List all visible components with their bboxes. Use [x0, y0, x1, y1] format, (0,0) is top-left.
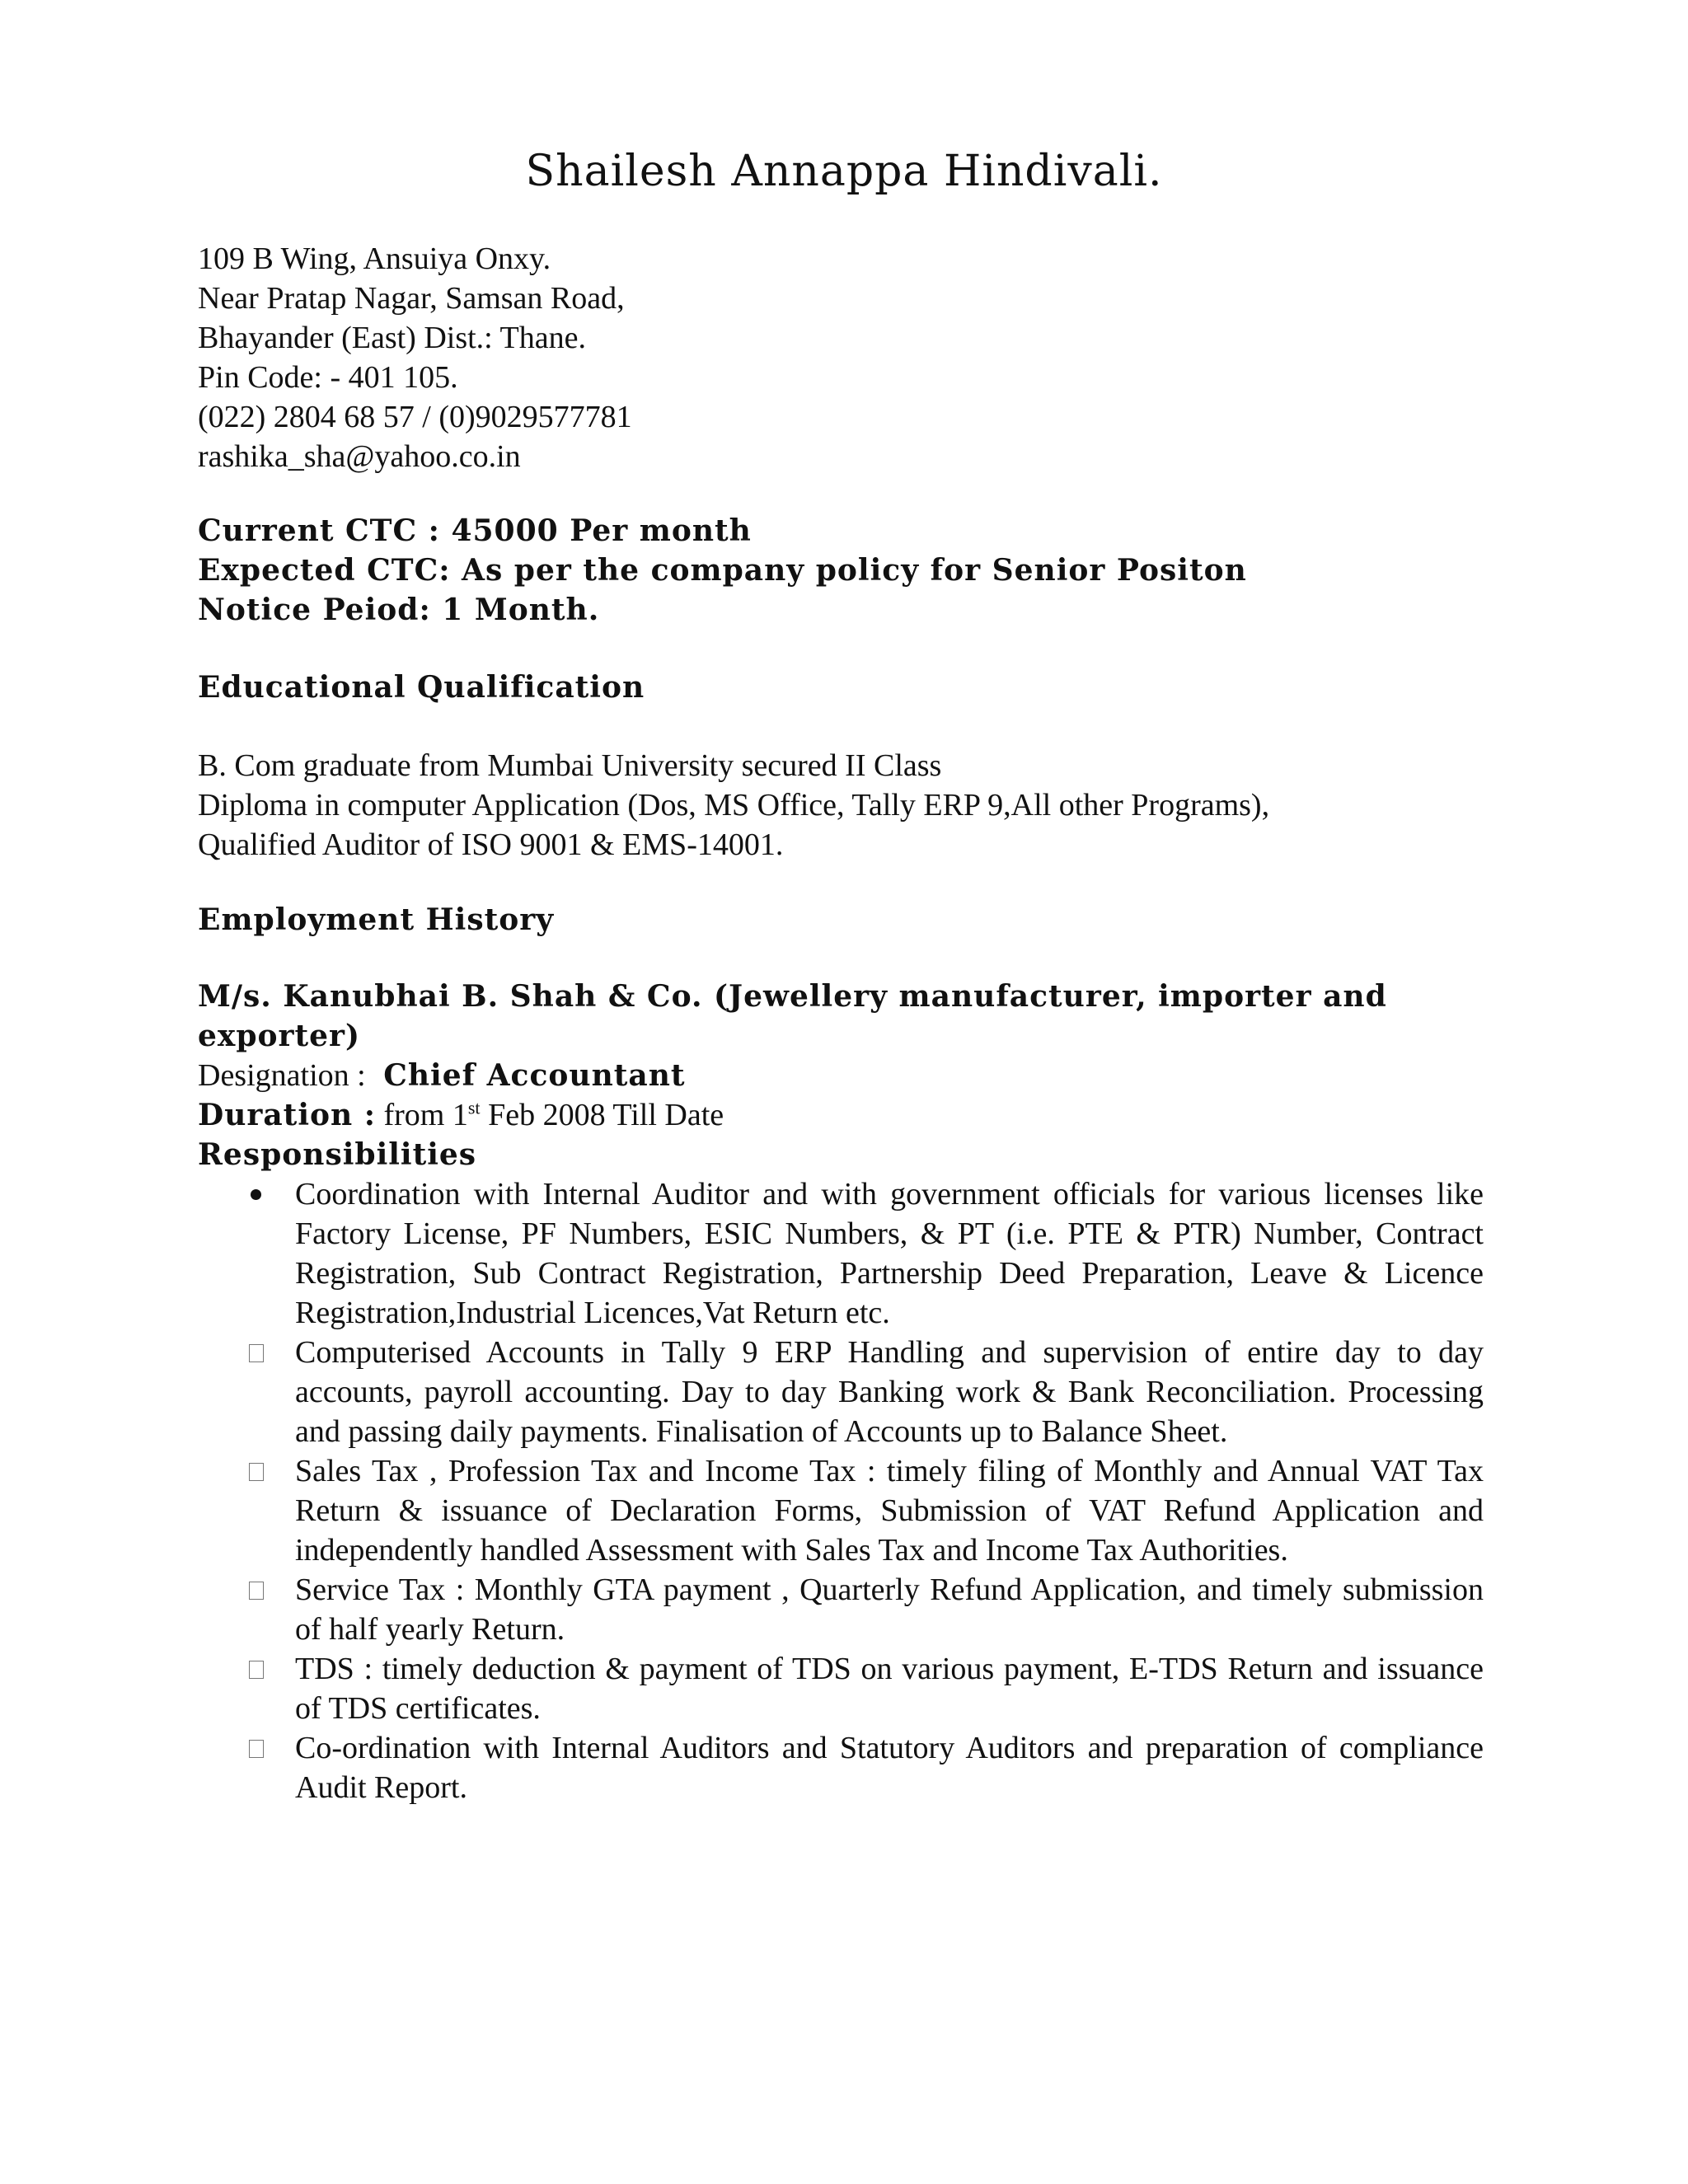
- notice-period: Notice Peiod: 1 Month.: [198, 593, 600, 627]
- education-heading-wrap: [198, 668, 1484, 707]
- candidate-name: Shailesh Annappa Hindivali.: [525, 147, 1163, 196]
- bullet-box-icon: [246, 1570, 270, 1610]
- responsibilities-list: [198, 1174, 1484, 1807]
- responsibility-text: Sales Tax , Profession Tax and Income Tax : timely filing of Monthly and Annual VAT Tax Return & issuance of Declaration Forms, Submission of VAT Refund Application and independently handled Assessment with Sales Tax and Income Tax Authorities.: [295, 1454, 1484, 1568]
- contact-block: [198, 239, 1484, 476]
- address-line-2: Near Pratap Nagar, Samsan Road,: [198, 281, 625, 316]
- responsibility-text: Co-ordination with Internal Auditors and Statutory Auditors and preparation of compliance Audit Report.: [295, 1731, 1484, 1805]
- company-name: M/s. Kanubhai B. Shah & Co. (Jewellery manufacturer, importer and: [198, 979, 1387, 1014]
- education-line: B. Com graduate from Mumbai University secured II Class: [198, 748, 942, 783]
- bullet-box-icon: [246, 1728, 270, 1768]
- list-item: [198, 1174, 1484, 1333]
- education-heading: Educational Qualification: [198, 670, 645, 705]
- email-address: rashika_sha@yahoo.co.in: [198, 439, 521, 474]
- bullet-box-icon: [246, 1333, 270, 1372]
- education-line: Qualified Auditor of ISO 9001 & EMS-14001.: [198, 827, 784, 862]
- education-line: Diploma in computer Application (Dos, MS Office, Tally ERP 9,All other Programs),: [198, 788, 1270, 823]
- responsibilities-heading: Responsibilities: [198, 1137, 477, 1172]
- employment-heading: Employment History: [198, 902, 555, 937]
- phone-numbers: (022) 2804 68 57 / (0)9029577781: [198, 400, 632, 434]
- responsibility-text: TDS : timely deduction & payment of TDS on various payment, E-TDS Return and issuance of TDS certificates.: [295, 1652, 1484, 1726]
- compensation-block: [198, 511, 1484, 630]
- bullet-box-icon: [246, 1451, 270, 1491]
- designation-row: [198, 1056, 1484, 1095]
- employment-heading-wrap: [198, 900, 1484, 940]
- list-item: [198, 1728, 1484, 1807]
- expected-ctc: Expected CTC: As per the company policy for Senior Positon: [198, 553, 1247, 588]
- responsibility-text: Computerised Accounts in Tally 9 ERP Handling and supervision of entire day to day accounts, payroll accounting. Day to day Banking work & Bank Reconciliation. Processing and passing daily payments. Finalisation of Accounts up to Balance Sheet.: [295, 1335, 1484, 1449]
- current-ctc: Current CTC : 45000 Per month: [198, 513, 752, 548]
- duration-prefix: from 1: [383, 1098, 468, 1132]
- company-name-cont: exporter): [198, 1019, 361, 1053]
- responsibility-text: Service Tax : Monthly GTA payment , Quarterly Refund Application, and timely submission of half yearly Return.: [295, 1572, 1484, 1647]
- responsibility-text: Coordination with Internal Auditor and with government officials for various licenses like Factory License, PF Numbers, ESIC Numbers, & PT (i.e. PTE & PTR) Number, Contract Registration, Sub Contract Registration, Partnership Deed Preparation, Leave & Licence Registration,Industrial Licences,Vat Return etc.: [295, 1177, 1484, 1330]
- duration-suffix: Feb 2008 Till Date: [480, 1098, 724, 1132]
- duration-row: [198, 1095, 1484, 1135]
- pin-code: Pin Code: - 401 105.: [198, 360, 458, 395]
- education-block: [198, 746, 1484, 865]
- designation-value: Chief Accountant: [383, 1058, 686, 1093]
- address-line-1: 109 B Wing, Ansuiya Onxy.: [198, 241, 551, 276]
- duration-label: Duration :: [198, 1098, 376, 1132]
- duration-ordinal: st: [467, 1097, 481, 1118]
- bullet-dot-icon: [246, 1174, 270, 1214]
- list-item: [198, 1333, 1484, 1451]
- address-line-3: Bhayander (East) Dist.: Thane.: [198, 321, 586, 355]
- designation-label: Designation :: [198, 1058, 366, 1093]
- list-item: [198, 1451, 1484, 1570]
- bullet-box-icon: [246, 1649, 270, 1689]
- list-item: [198, 1649, 1484, 1728]
- employment-block: [198, 977, 1484, 1174]
- list-item: [198, 1570, 1484, 1649]
